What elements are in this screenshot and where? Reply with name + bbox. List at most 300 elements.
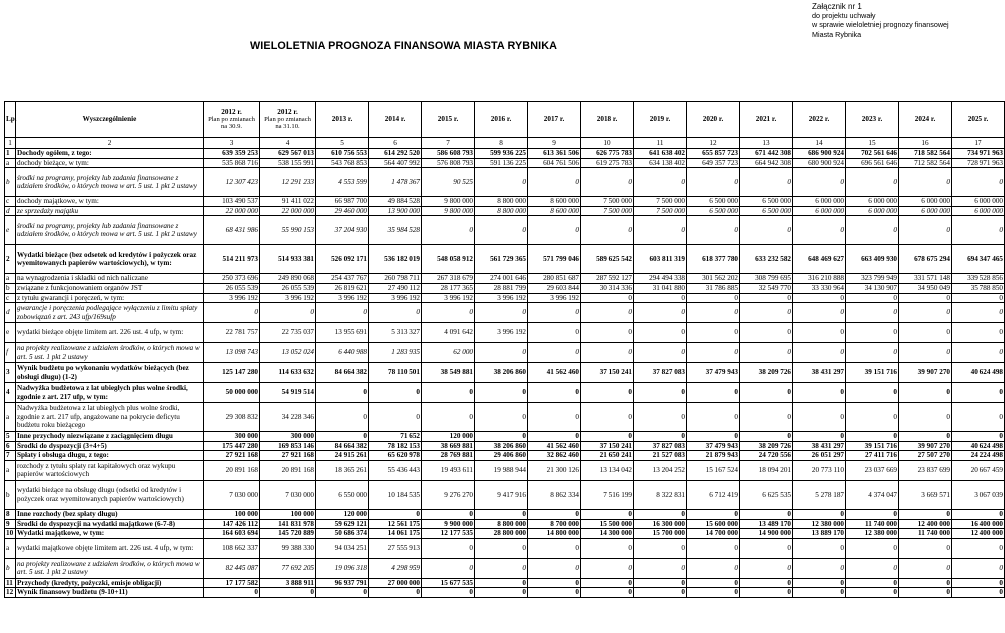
value-cell: 626 775 783 xyxy=(581,149,634,159)
value-cell: 655 857 723 xyxy=(687,149,740,159)
value-cell: 0 xyxy=(369,588,422,598)
value-cell: 267 318 679 xyxy=(422,274,475,284)
value-cell: 175 447 280 xyxy=(204,441,260,451)
value-cell: 0 xyxy=(422,403,475,432)
value-cell: 29 406 860 xyxy=(475,451,528,461)
value-cell: 0 xyxy=(634,216,687,245)
row-number: a xyxy=(5,274,16,284)
value-cell: 0 xyxy=(740,578,793,588)
value-cell: 12 400 000 xyxy=(952,529,1005,539)
value-cell: 24 915 261 xyxy=(316,451,369,461)
value-cell: 0 xyxy=(952,558,1005,578)
value-cell: 13 489 170 xyxy=(740,519,793,529)
row-description: Środki do dyspozycji (3+4+5) xyxy=(16,441,204,451)
col-header-description: Wyszczególnienie xyxy=(16,102,204,138)
value-cell: 3 996 192 xyxy=(260,293,316,303)
row-description: na wynagrodzenia i składki od nich naliczane xyxy=(16,274,204,284)
table-row xyxy=(5,558,1005,578)
value-cell: 13 052 024 xyxy=(260,343,316,363)
value-cell: 120 000 xyxy=(422,432,475,442)
value-cell: 0 xyxy=(581,588,634,598)
value-cell: 6 000 000 xyxy=(846,197,899,207)
value-cell: 28 769 881 xyxy=(422,451,475,461)
value-cell: 8 800 000 xyxy=(475,197,528,207)
value-cell: 29 308 832 xyxy=(204,403,260,432)
value-cell: 8 600 000 xyxy=(528,206,581,216)
value-cell: 0 xyxy=(952,343,1005,363)
value-cell: 0 xyxy=(581,303,634,323)
row-number: 2 xyxy=(5,245,16,274)
value-cell: 24 224 498 xyxy=(952,451,1005,461)
value-cell: 8 800 000 xyxy=(475,519,528,529)
value-cell: 571 799 046 xyxy=(528,245,581,274)
value-cell: 604 761 506 xyxy=(528,158,581,168)
value-cell: 0 xyxy=(369,403,422,432)
column-number: 12 xyxy=(687,138,740,149)
value-cell: 4 374 047 xyxy=(846,480,899,509)
value-cell: 54 919 514 xyxy=(260,383,316,403)
value-cell: 37 479 943 xyxy=(687,363,740,383)
value-cell: 0 xyxy=(204,588,260,598)
column-number: 3 xyxy=(204,138,260,149)
value-cell: 0 xyxy=(581,558,634,578)
value-cell: 13 134 042 xyxy=(581,460,634,480)
value-cell: 27 490 112 xyxy=(369,283,422,293)
value-cell: 27 921 168 xyxy=(204,451,260,461)
column-number: 10 xyxy=(581,138,634,149)
value-cell: 26 051 297 xyxy=(793,451,846,461)
value-cell: 0 xyxy=(422,383,475,403)
col-header-2013: 2013 r. xyxy=(316,102,369,138)
table-row xyxy=(5,451,1005,461)
value-cell: 100 000 xyxy=(260,509,316,519)
value-cell: 6 500 000 xyxy=(740,197,793,207)
value-cell: 14 700 000 xyxy=(687,529,740,539)
value-cell: 23 037 669 xyxy=(846,460,899,480)
value-cell: 0 xyxy=(740,588,793,598)
value-cell: 0 xyxy=(846,432,899,442)
value-cell: 6 500 000 xyxy=(687,197,740,207)
value-cell: 0 xyxy=(475,216,528,245)
row-description: Inne rozchody (bez spłaty długu) xyxy=(16,509,204,519)
value-cell: 22 781 757 xyxy=(204,323,260,343)
col-header-2022: 2022 r. xyxy=(793,102,846,138)
value-cell: 0 xyxy=(634,303,687,323)
table-row xyxy=(5,323,1005,343)
value-cell: 0 xyxy=(899,216,952,245)
value-cell: 6 625 535 xyxy=(740,480,793,509)
value-cell: 12 307 423 xyxy=(204,168,260,197)
col-header-2024: 2024 r. xyxy=(899,102,952,138)
value-cell: 0 xyxy=(952,216,1005,245)
row-number: 8 xyxy=(5,509,16,519)
column-number: 7 xyxy=(422,138,475,149)
value-cell: 0 xyxy=(687,509,740,519)
value-cell: 19 988 944 xyxy=(475,460,528,480)
value-cell: 27 507 270 xyxy=(899,451,952,461)
value-cell: 0 xyxy=(687,293,740,303)
value-cell: 7 516 199 xyxy=(581,480,634,509)
value-cell: 0 xyxy=(528,323,581,343)
value-cell: 734 971 963 xyxy=(952,149,1005,159)
value-cell: 0 xyxy=(528,578,581,588)
value-cell: 20 773 110 xyxy=(793,460,846,480)
column-number: 9 xyxy=(528,138,581,149)
value-cell: 31 786 885 xyxy=(687,283,740,293)
table-body xyxy=(5,149,1005,598)
column-number: 16 xyxy=(899,138,952,149)
value-cell: 0 xyxy=(740,403,793,432)
value-cell: 0 xyxy=(899,538,952,558)
value-cell: 0 xyxy=(475,432,528,442)
value-cell: 12 561 175 xyxy=(369,519,422,529)
value-cell: 538 155 991 xyxy=(260,158,316,168)
value-cell: 0 xyxy=(793,538,846,558)
row-number: a xyxy=(5,538,16,558)
value-cell: 7 500 000 xyxy=(581,206,634,216)
value-cell: 663 409 930 xyxy=(846,245,899,274)
column-number: 14 xyxy=(793,138,846,149)
table-row xyxy=(5,460,1005,480)
value-cell: 9 276 270 xyxy=(422,480,475,509)
value-cell: 16 300 000 xyxy=(634,519,687,529)
value-cell: 0 xyxy=(475,403,528,432)
value-cell: 11 740 000 xyxy=(899,529,952,539)
value-cell: 0 xyxy=(952,293,1005,303)
value-cell: 0 xyxy=(528,588,581,598)
value-cell: 316 210 888 xyxy=(793,274,846,284)
value-cell: 0 xyxy=(687,588,740,598)
value-cell: 0 xyxy=(899,303,952,323)
value-cell: 15 500 000 xyxy=(581,519,634,529)
value-cell: 27 555 913 xyxy=(369,538,422,558)
value-cell: 0 xyxy=(899,323,952,343)
value-cell: 14 900 000 xyxy=(740,529,793,539)
attachment-note xyxy=(812,2,949,39)
col-header-2021: 2021 r. xyxy=(740,102,793,138)
value-cell: 0 xyxy=(846,403,899,432)
attachment-subject: w sprawie wieloletniej prognozy finansowej xyxy=(812,20,949,30)
row-number: 4 xyxy=(5,383,16,403)
value-cell: 114 633 632 xyxy=(260,363,316,383)
row-description: dochody bieżące, w tym: xyxy=(16,158,204,168)
row-description: Środki do dyspozycji na wydatki majątkowe (6-7-8) xyxy=(16,519,204,529)
value-cell: 49 884 528 xyxy=(369,197,422,207)
value-cell: 0 xyxy=(846,303,899,323)
value-cell: 17 177 582 xyxy=(204,578,260,588)
table-row xyxy=(5,509,1005,519)
col-header-2017: 2017 r. xyxy=(528,102,581,138)
value-cell: 0 xyxy=(846,343,899,363)
value-cell: 0 xyxy=(740,216,793,245)
value-cell: 100 000 xyxy=(204,509,260,519)
row-description: związane z funkcjonowaniem organów JST xyxy=(16,283,204,293)
value-cell: 0 xyxy=(316,303,369,323)
table-row xyxy=(5,343,1005,363)
value-cell: 0 xyxy=(528,216,581,245)
value-cell: 618 377 780 xyxy=(687,245,740,274)
value-cell: 38 669 881 xyxy=(422,441,475,451)
value-cell: 31 041 880 xyxy=(634,283,687,293)
value-cell: 169 853 146 xyxy=(260,441,316,451)
attachment-city: Miasta Rybnika xyxy=(812,29,862,39)
column-numbering-row xyxy=(5,138,1005,149)
value-cell: 125 147 280 xyxy=(204,363,260,383)
value-cell: 589 625 542 xyxy=(581,245,634,274)
value-cell: 634 138 402 xyxy=(634,158,687,168)
value-cell: 649 357 723 xyxy=(687,158,740,168)
value-cell: 0 xyxy=(846,168,899,197)
value-cell: 12 400 000 xyxy=(899,519,952,529)
value-cell: 145 720 889 xyxy=(260,529,316,539)
table-row xyxy=(5,158,1005,168)
value-cell: 37 150 241 xyxy=(581,441,634,451)
table-row xyxy=(5,293,1005,303)
value-cell: 35 788 850 xyxy=(952,283,1005,293)
value-cell: 26 819 621 xyxy=(316,283,369,293)
value-cell: 0 xyxy=(846,216,899,245)
value-cell: 59 629 121 xyxy=(316,519,369,529)
value-cell: 0 xyxy=(952,588,1005,598)
value-cell: 301 562 202 xyxy=(687,274,740,284)
value-cell: 0 xyxy=(952,383,1005,403)
value-cell: 0 xyxy=(475,383,528,403)
value-cell: 21 879 943 xyxy=(687,451,740,461)
value-cell: 37 479 943 xyxy=(687,441,740,451)
column-number: 13 xyxy=(740,138,793,149)
value-cell: 0 xyxy=(740,323,793,343)
row-description: wydatki bieżące objęte limitem art. 226 ust. 4 ufp, w tym: xyxy=(16,323,204,343)
value-cell: 250 373 696 xyxy=(204,274,260,284)
value-cell: 8 862 334 xyxy=(528,480,581,509)
value-cell: 0 xyxy=(740,538,793,558)
value-cell: 0 xyxy=(846,323,899,343)
table-row xyxy=(5,303,1005,323)
row-number: c xyxy=(5,197,16,207)
value-cell: 7 030 000 xyxy=(260,480,316,509)
value-cell: 26 055 539 xyxy=(260,283,316,293)
value-cell: 0 xyxy=(475,588,528,598)
value-cell: 0 xyxy=(899,558,952,578)
table-row xyxy=(5,432,1005,442)
value-cell: 3 669 571 xyxy=(899,480,952,509)
row-description: wydatki majątkowe objęte limitem art. 226 ust. 4 ufp, w tym: xyxy=(16,538,204,558)
value-cell: 0 xyxy=(634,538,687,558)
value-cell: 0 xyxy=(793,323,846,343)
value-cell: 0 xyxy=(204,303,260,323)
column-number: 4 xyxy=(260,138,316,149)
value-cell: 0 xyxy=(369,303,422,323)
row-description: gwarancje i poręczenia podlegające wyłączeniu z limitu spłaty zobowiązań z art. 243 ufp/169sufp xyxy=(16,303,204,323)
table-row xyxy=(5,197,1005,207)
row-description: środki na programy, projekty lub zadania finansowane z udziałem środków, o których mowa w art. 5 ust. 1 pkt 2 ustawy xyxy=(16,216,204,245)
value-cell: 0 xyxy=(316,588,369,598)
row-number: d xyxy=(5,303,16,323)
value-cell: 0 xyxy=(581,216,634,245)
value-cell: 0 xyxy=(952,323,1005,343)
value-cell: 38 209 726 xyxy=(740,441,793,451)
value-cell: 13 204 252 xyxy=(634,460,687,480)
value-cell: 20 891 168 xyxy=(204,460,260,480)
value-cell: 27 000 000 xyxy=(369,578,422,588)
table-row xyxy=(5,363,1005,383)
value-cell: 0 xyxy=(369,383,422,403)
value-cell: 0 xyxy=(793,509,846,519)
value-cell: 718 582 564 xyxy=(899,149,952,159)
value-cell: 0 xyxy=(952,168,1005,197)
value-cell: 696 561 646 xyxy=(846,158,899,168)
column-number: 8 xyxy=(475,138,528,149)
column-number: 2 xyxy=(16,138,204,149)
value-cell: 0 xyxy=(687,216,740,245)
value-cell: 0 xyxy=(528,558,581,578)
row-number: 11 xyxy=(5,578,16,588)
value-cell: 6 500 000 xyxy=(740,206,793,216)
value-cell: 0 xyxy=(581,403,634,432)
value-cell: 0 xyxy=(475,303,528,323)
value-cell: 0 xyxy=(316,432,369,442)
row-description: środki na programy, projekty lub zadania finansowane z udziałem środków, o których mowa w art. 5 ust. 1 pkt 2 ustawy xyxy=(16,168,204,197)
value-cell: 28 881 799 xyxy=(475,283,528,293)
value-cell: 0 xyxy=(316,403,369,432)
value-cell: 0 xyxy=(793,216,846,245)
value-cell: 0 xyxy=(634,293,687,303)
value-cell: 331 571 148 xyxy=(899,274,952,284)
value-cell: 5 278 187 xyxy=(793,480,846,509)
value-cell: 0 xyxy=(422,216,475,245)
value-cell: 32 549 770 xyxy=(740,283,793,293)
value-cell: 35 984 528 xyxy=(369,216,422,245)
value-cell: 65 620 978 xyxy=(369,451,422,461)
value-cell: 0 xyxy=(581,432,634,442)
value-cell: 13 900 000 xyxy=(369,206,422,216)
table-row xyxy=(5,149,1005,159)
value-cell: 22 000 000 xyxy=(260,206,316,216)
value-cell: 68 431 986 xyxy=(204,216,260,245)
value-cell: 37 150 241 xyxy=(581,363,634,383)
row-number: c xyxy=(5,293,16,303)
value-cell: 0 xyxy=(581,383,634,403)
value-cell: 0 xyxy=(634,558,687,578)
value-cell: 12 177 535 xyxy=(422,529,475,539)
value-cell: 7 500 000 xyxy=(634,206,687,216)
value-cell: 0 xyxy=(634,509,687,519)
row-description: dochody majątkowe, w tym: xyxy=(16,197,204,207)
column-number: 15 xyxy=(846,138,899,149)
value-cell: 339 528 856 xyxy=(952,274,1005,284)
value-cell: 39 151 716 xyxy=(846,363,899,383)
row-description: rozchody z tytułu spłaty rat kapitałowych oraz wykupu papierów wartościowych xyxy=(16,460,204,480)
value-cell: 24 720 556 xyxy=(740,451,793,461)
row-description: Inne przychody niezwiązane z zaciągnięciem długu xyxy=(16,432,204,442)
value-cell: 12 380 000 xyxy=(846,529,899,539)
value-cell: 19 096 318 xyxy=(316,558,369,578)
value-cell: 680 900 924 xyxy=(793,158,846,168)
value-cell: 0 xyxy=(528,432,581,442)
value-cell: 28 800 000 xyxy=(475,529,528,539)
value-cell: 38 549 881 xyxy=(422,363,475,383)
value-cell: 603 811 319 xyxy=(634,245,687,274)
page-title: WIELOLETNIA PROGNOZA FINANSOWA MIASTA RYBNIKA xyxy=(250,40,557,52)
value-cell: 78 182 153 xyxy=(369,441,422,451)
value-cell: 4 553 599 xyxy=(316,168,369,197)
value-cell: 8 800 000 xyxy=(475,206,528,216)
value-cell: 0 xyxy=(952,538,1005,558)
value-cell: 91 411 022 xyxy=(260,197,316,207)
table-row xyxy=(5,578,1005,588)
value-cell: 3 888 911 xyxy=(260,578,316,588)
column-number: 5 xyxy=(316,138,369,149)
forecast-table xyxy=(4,101,1005,598)
value-cell: 0 xyxy=(581,578,634,588)
value-cell: 12 291 233 xyxy=(260,168,316,197)
col-header-2012-plan-30-9 xyxy=(204,102,260,138)
value-cell: 41 562 460 xyxy=(528,363,581,383)
value-cell: 38 206 860 xyxy=(475,441,528,451)
value-cell: 0 xyxy=(422,588,475,598)
value-cell: 0 xyxy=(581,538,634,558)
table-row xyxy=(5,588,1005,598)
col-header-2018: 2018 r. xyxy=(581,102,634,138)
value-cell: 0 xyxy=(475,509,528,519)
value-cell: 0 xyxy=(740,383,793,403)
column-number: 1 xyxy=(5,138,16,149)
value-cell: 294 494 338 xyxy=(634,274,687,284)
value-cell: 0 xyxy=(422,509,475,519)
value-cell: 641 638 402 xyxy=(634,149,687,159)
value-cell: 0 xyxy=(422,538,475,558)
value-cell: 3 996 192 xyxy=(475,323,528,343)
value-cell: 12 380 000 xyxy=(793,519,846,529)
value-cell: 15 600 000 xyxy=(687,519,740,529)
value-cell: 274 001 646 xyxy=(475,274,528,284)
value-cell: 22 000 000 xyxy=(204,206,260,216)
column-number: 11 xyxy=(634,138,687,149)
attachment-resolution: do projektu uchwały xyxy=(812,11,876,21)
value-cell: 0 xyxy=(846,588,899,598)
value-cell: 308 799 695 xyxy=(740,274,793,284)
value-cell: 28 177 365 xyxy=(422,283,475,293)
value-cell: 9 900 000 xyxy=(422,519,475,529)
value-cell: 0 xyxy=(899,343,952,363)
table-row xyxy=(5,245,1005,274)
value-cell: 38 431 297 xyxy=(793,441,846,451)
row-number: 10 xyxy=(5,529,16,539)
value-cell: 0 xyxy=(528,383,581,403)
value-cell: 728 971 963 xyxy=(952,158,1005,168)
value-cell: 0 xyxy=(528,168,581,197)
value-cell: 29 603 844 xyxy=(528,283,581,293)
value-cell: 6 550 000 xyxy=(316,480,369,509)
value-cell: 55 436 443 xyxy=(369,460,422,480)
value-cell: 6 000 000 xyxy=(793,206,846,216)
value-cell: 77 692 205 xyxy=(260,558,316,578)
value-cell: 300 000 xyxy=(204,432,260,442)
value-cell: 82 445 087 xyxy=(204,558,260,578)
table-row xyxy=(5,274,1005,284)
value-cell: 22 735 037 xyxy=(260,323,316,343)
value-cell: 14 800 000 xyxy=(528,529,581,539)
value-cell: 78 110 501 xyxy=(369,363,422,383)
value-cell: 702 561 646 xyxy=(846,149,899,159)
value-cell: 37 827 083 xyxy=(634,363,687,383)
value-cell: 526 092 171 xyxy=(316,245,369,274)
value-cell: 0 xyxy=(793,432,846,442)
value-cell: 0 xyxy=(899,578,952,588)
value-cell: 16 400 000 xyxy=(952,519,1005,529)
value-cell: 6 712 419 xyxy=(687,480,740,509)
table-row xyxy=(5,383,1005,403)
